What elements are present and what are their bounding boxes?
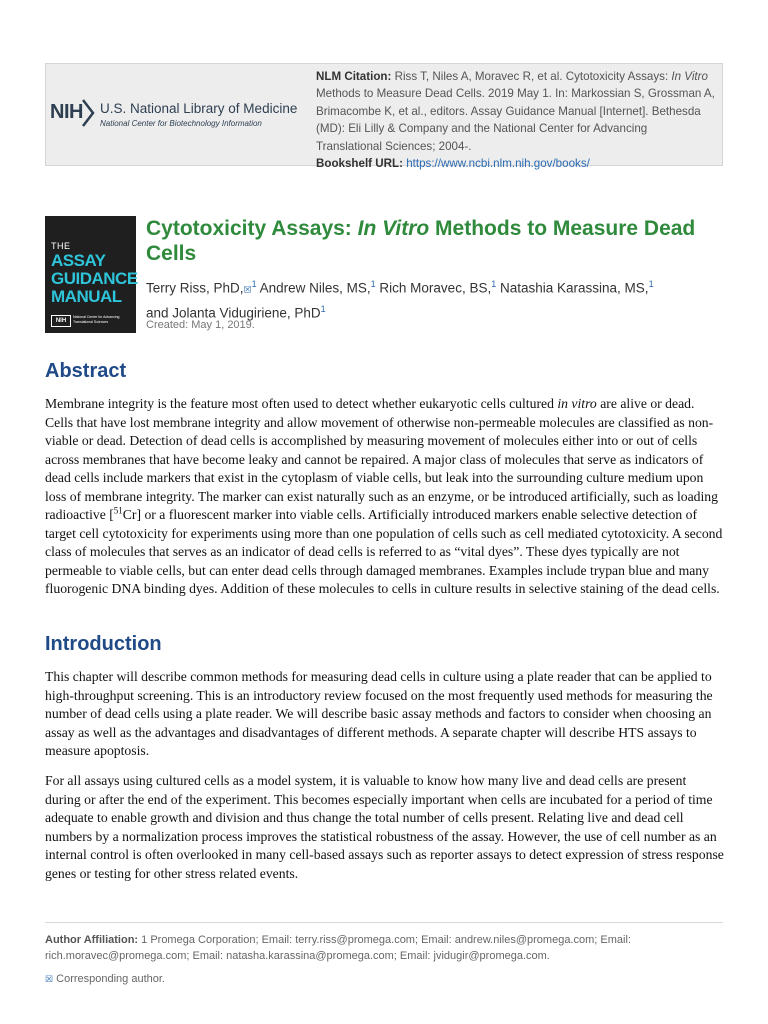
affiliation-sup[interactable]: 1 bbox=[370, 279, 376, 289]
nlm-citation-italic: In Vitro bbox=[671, 70, 708, 83]
introduction-heading: Introduction bbox=[45, 633, 162, 655]
affiliation-text: 1 Promega Corporation; Email: terry.riss@promega.com; Email: andrew.niles@promega.com; Email: rich.moravec@promega.com; Email: natasha.karassina@promega.com; Email: jvidugir@promega.com. bbox=[45, 934, 631, 962]
nlm-citation-label: NLM Citation: bbox=[316, 70, 392, 83]
author-karassina[interactable]: Natashia Karassina, MS, bbox=[496, 280, 649, 296]
bookshelf-url-link[interactable]: https://www.ncbi.nlm.nih.gov/books/ bbox=[406, 157, 590, 171]
author-riss[interactable]: Terry Riss, PhD, bbox=[146, 280, 244, 296]
book-cover[interactable] bbox=[45, 216, 136, 333]
intro-paragraph-2: For all assays using cultured cells as a model system, it is valuable to know how many live and dead cells are present during or after the end of the experiment. This becomes especially important when cells are incubated for a period of time adequate to enable growth and division and thus change the total number of cells present. Relating live and dead cell numbers by a normalization process improves the statistical robustness of the assay. However, the use of cell number as an internal control is often overlooked in many cell-based assays such as reporter assays to detect expression of stress response genes or testing for other stress related events. bbox=[45, 773, 724, 881]
library-name: U.S. National Library of Medicine bbox=[100, 101, 298, 116]
abstract-text-2: are alive or dead. Cells that have lost membrane integrity and allow movement of otherwise non-permeable molecules are classified as non-viable or dead. Detection of dead cells is accomplished by measuring movement of molecules either into or out of cells across membranes that have become leaky and cannot be repaired. A major class of molecules that serve as indicators of dead cells include markers that exist in the cytoplasm of viable cells, but leak into the surrounding culture medium upon loss of membrane integrity. The marker can exist naturally such as an enzyme, or be introduced artificially, such as loading radioactive [ bbox=[45, 396, 718, 522]
nlm-logo[interactable] bbox=[46, 97, 311, 133]
bookshelf-label: Bookshelf URL: bbox=[316, 157, 403, 171]
nlm-citation-text-2: Methods to Measure Dead Cells. 2019 May 1. In: Markossian S, Grossman A, Brimacombe K, et al., editors. Assay Guidance Manual [Internet]. Bethesda (MD): Eli Lilly & Company and the National Center for Advancing Translational Sciences; 2004-. bbox=[316, 87, 715, 153]
library-subtitle: National Center for Biotechnology Information bbox=[100, 119, 262, 128]
nlm-citation bbox=[316, 68, 716, 172]
corresponding-text: Corresponding author. bbox=[53, 973, 165, 985]
title-italic: In Vitro bbox=[357, 217, 430, 240]
cover-nih-logo bbox=[51, 315, 131, 327]
cover-nih-text: National Center for Advancing Translational Sciences bbox=[73, 315, 120, 324]
affiliation-sup[interactable]: 1 bbox=[648, 279, 654, 289]
cover-the: THE bbox=[51, 241, 71, 251]
abstract-italic: in vitro bbox=[557, 396, 597, 411]
email-envelope-icon[interactable]: ☒ bbox=[243, 284, 252, 295]
abstract-paragraph bbox=[45, 395, 725, 599]
author-vidugiriene[interactable]: and Jolanta Vidugiriene, PhD bbox=[146, 305, 321, 320]
abstract-text-3: Cr] or a fluorescent marker into viable cells. Artificially introduced markers enable selective detection of target cell cytotoxicity for experiments using more than one population of cells such as cell mediated cytotoxicity. A second class of molecules that serves as an indicator of dead cells is referred to as “vital dyes”. These dyes typically are not permeable to viable cells, but can enter dead cells through damaged membranes. Examples include trypan blue and many fluorogenic DNA binding dyes. Addition of these molecules to cells in culture results in selective staining of the dead cells. bbox=[45, 507, 723, 596]
citation-box bbox=[45, 63, 723, 171]
abstract-heading: Abstract bbox=[45, 360, 127, 382]
email-envelope-icon: ☒ bbox=[45, 974, 54, 984]
created-date: Created: May 1, 2019. bbox=[146, 319, 255, 331]
isotope-sup: 51 bbox=[113, 505, 123, 516]
footer-divider bbox=[45, 922, 723, 923]
author-niles[interactable]: Andrew Niles, MS, bbox=[256, 280, 371, 296]
cover-line-3: MANUAL bbox=[51, 287, 122, 306]
nih-mark: NIH bbox=[50, 101, 83, 123]
affiliation-label: Author Affiliation: bbox=[45, 934, 139, 946]
author-list bbox=[146, 275, 726, 322]
title-part-1: Cytotoxicity Assays: bbox=[146, 217, 352, 240]
page-title bbox=[146, 216, 706, 266]
affiliation-sup[interactable]: 1 bbox=[251, 279, 257, 289]
abstract-text-1: Membrane integrity is the feature most often used to detect whether eukaryotic cells cultured bbox=[45, 396, 558, 411]
title-part-2: Methods to Measure Dead Cells bbox=[146, 217, 696, 265]
affiliation-sup[interactable]: 1 bbox=[491, 279, 497, 289]
cover-line-2: GUIDANCE bbox=[51, 269, 138, 288]
intro-paragraph-1: This chapter will describe common methods for measuring dead cells in culture using a plate reader that can be applied to high-throughput screening. This is an introductory review focused on the most frequently used methods for measuring the number of dead cells using a plate reader. We will describe basic assay methods and factors to consider when choosing an assay as well as the advantages and disadvantages of different methods. A separate chapter will describe HTS assays to measure apoptosis. bbox=[45, 669, 713, 758]
author-moravec[interactable]: Rich Moravec, BS, bbox=[375, 280, 492, 296]
nih-arrow-icon bbox=[81, 99, 95, 127]
cover-line-1: ASSAY bbox=[51, 251, 106, 270]
author-affiliation bbox=[45, 932, 725, 964]
affiliation-sup[interactable]: 1 bbox=[320, 303, 326, 314]
nlm-citation-text: Riss T, Niles A, Moravec R, et al. Cytotoxicity Assays: bbox=[394, 70, 669, 83]
corresponding-author-note bbox=[45, 973, 165, 985]
cover-nih-badge: NIH bbox=[51, 315, 71, 327]
